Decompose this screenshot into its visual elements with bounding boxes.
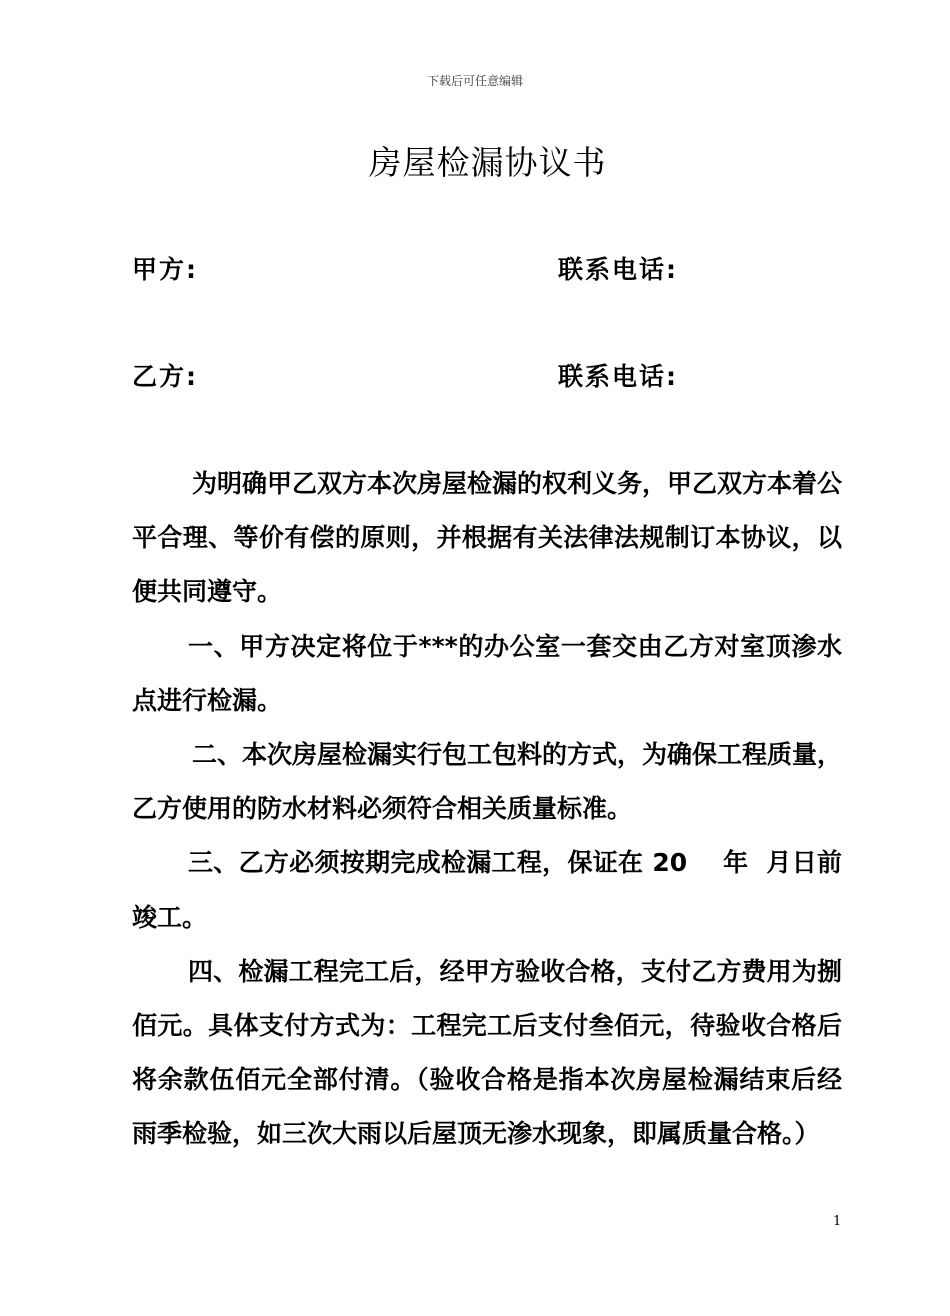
paragraph-clause-3: 三、乙方必须按期完成检漏工程，保证在 20 年 月日前竣工。 bbox=[132, 848, 842, 932]
paragraph-clause-4: 四、检漏工程完工后，经甲方验收合格，支付乙方费用为捌佰元。具体支付方式为：工程完工后支付叁佰元，待验收合格后将余款伍佰元全部付清。（验收合格是指本次房屋检漏结束后经雨季检验，如三次大雨以后屋顶无渗水现象，即属质量合格。） bbox=[132, 956, 842, 1149]
document-title: 房屋检漏协议书 bbox=[368, 143, 607, 182]
party-b-phone-label: 联系电话: bbox=[558, 362, 678, 391]
paragraph-preamble: 为明确甲乙双方本次房屋检漏的权利义务，甲乙双方本着公平合理、等价有偿的原则，并根据有关法律法规制订本协议，以便共同遵守。 bbox=[132, 469, 843, 607]
party-a-label: 甲方: bbox=[132, 255, 198, 284]
page-number: 1 bbox=[833, 1214, 842, 1229]
paragraph-clause-1: 一、甲方决定将位于***的办公室一套交由乙方对室顶渗水点进行检漏。 bbox=[132, 631, 842, 715]
header-note: 下载后可任意编辑 bbox=[426, 74, 523, 88]
party-b-label: 乙方: bbox=[132, 362, 198, 391]
paragraph-clause-2: 二、本次房屋检漏实行包工包料的方式，为确保工程质量，乙方使用的防水材料必须符合相关质量标准。 bbox=[132, 740, 843, 824]
party-a-phone-label: 联系电话: bbox=[558, 255, 678, 284]
agreement-body bbox=[132, 457, 842, 1162]
